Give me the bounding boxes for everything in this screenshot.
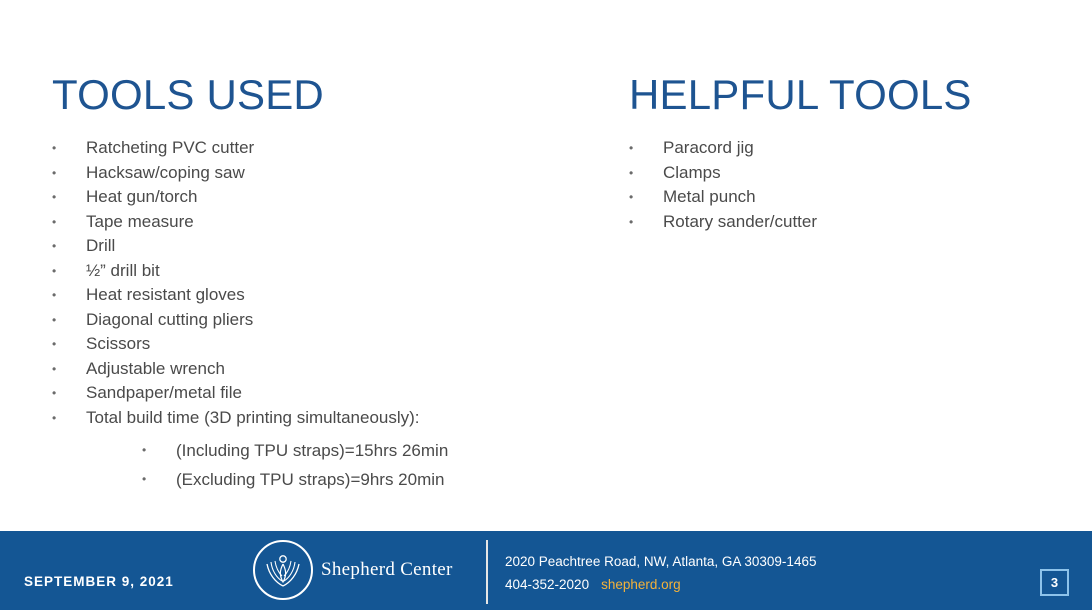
bullet-icon: • [629,214,634,229]
bullet-icon: • [52,165,57,180]
organization-name: Shepherd Center [321,559,453,580]
footer-bar [0,531,1092,610]
shepherd-center-logo [253,540,483,604]
list-item: • Diagonal cutting pliers [52,308,572,333]
bullet-icon: • [52,410,57,425]
tools-used-column [52,72,572,494]
build-time-sublist [86,436,572,494]
bullet-icon: • [52,361,57,376]
bullet-icon: • [52,288,57,302]
shepherd-hands-logo-icon [253,540,313,600]
bullet-icon: • [52,312,57,327]
bullet-icon: • [142,472,147,486]
list-item: • ½” drill bit [52,259,572,284]
list-item: • Ratcheting PVC cutter [52,136,572,161]
bullet-icon: • [52,214,57,229]
list-item: • Clamps [629,161,1069,186]
bullet-icon: • [52,263,57,278]
helpful-tools-list [629,136,1069,234]
list-item: • Adjustable wrench [52,357,572,382]
list-item: • Tape measure [52,210,572,235]
phone-number: 404-352-2020 [505,577,590,592]
bullet-icon: • [142,443,147,457]
bullet-icon: • [52,337,57,351]
list-item: • Hacksaw/coping saw [52,161,572,186]
sub-list-item: • (Excluding TPU straps)=9hrs 20min [86,465,572,494]
organization-address: 2020 Peachtree Road, NW, Atlanta, GA 30309-1465 [505,554,817,569]
sub-list-item: • (Including TPU straps)=15hrs 26min [86,436,572,465]
bullet-icon: • [52,386,57,400]
bullet-icon: • [52,239,57,253]
tools-used-list [52,136,572,494]
presentation-date: SEPTEMBER 9, 2021 [24,574,174,589]
contact-line [505,577,681,592]
bullet-icon: • [629,165,634,180]
bullet-icon: • [629,141,634,155]
helpful-tools-column [629,72,1069,234]
list-item: • Heat gun/torch [52,185,572,210]
tools-used-heading: TOOLS USED [52,71,324,118]
list-item: • Scissors [52,332,572,357]
bullet-icon: • [52,190,57,204]
list-item: • Drill [52,234,572,259]
list-item: • Sandpaper/metal file [52,381,572,406]
bullet-icon: • [629,190,634,204]
bullet-icon: • [52,141,57,155]
list-item: • Paracord jig [629,136,1069,161]
footer-divider [486,540,488,604]
list-item: • Rotary sander/cutter [629,210,1069,235]
page-number: 3 [1040,569,1069,596]
website-link[interactable]: shepherd.org [601,577,681,592]
list-item: • Heat resistant gloves [52,283,572,308]
helpful-tools-heading: HELPFUL TOOLS [629,71,972,118]
list-item: • Metal punch [629,185,1069,210]
list-item: • Total build time (3D printing simultaneously): • (Including TPU straps)=15hrs 26min • (Excluding TPU straps)=9hrs 20min [52,406,572,495]
